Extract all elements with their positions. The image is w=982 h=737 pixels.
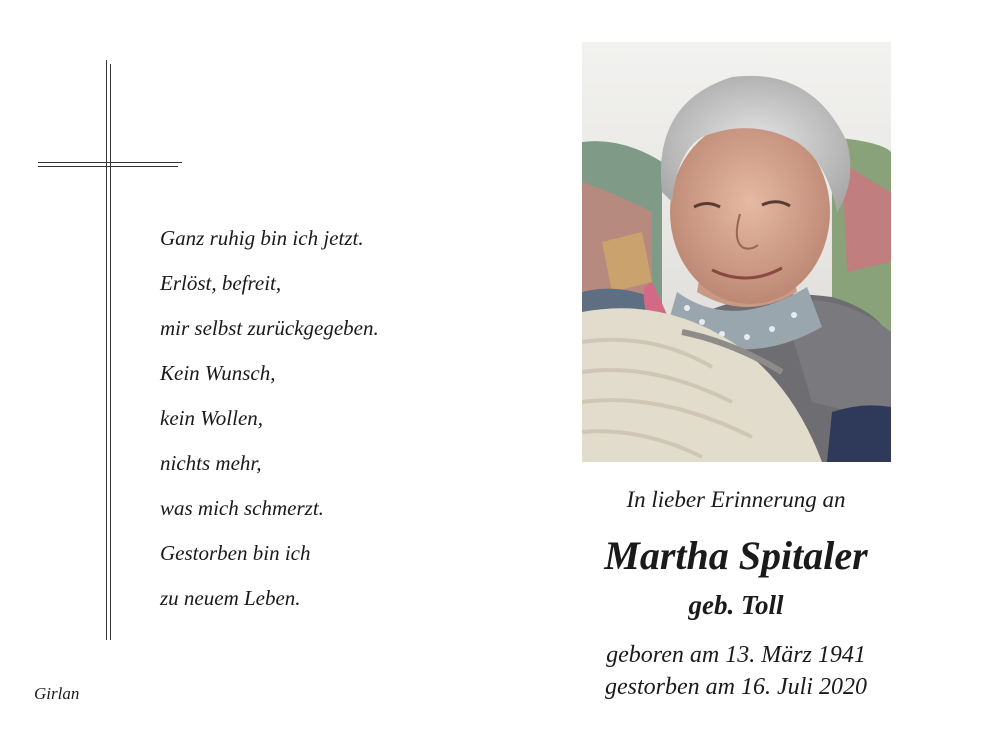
portrait-image: [582, 42, 891, 462]
death-date: gestorben am 16. Juli 2020: [605, 674, 867, 700]
cross-horizontal-line: [38, 162, 182, 163]
poem-line: was mich schmerzt.: [160, 496, 324, 520]
birth-date: geboren am 13. März 1941: [606, 642, 866, 668]
portrait-photo: [582, 42, 891, 462]
cross-horizontal-line-inner: [38, 166, 178, 167]
cross-vertical-line: [106, 60, 107, 640]
deceased-name: Martha Spitaler: [604, 533, 868, 578]
poem-line: mir selbst zurückgegeben.: [160, 316, 379, 340]
poem-line: Erlöst, befreit,: [160, 271, 282, 295]
poem: [160, 216, 379, 621]
cross-vertical-line-inner: [110, 64, 111, 640]
poem-line: Kein Wunsch,: [160, 361, 276, 385]
memorial-intro: In lieber Erinnerung an: [626, 487, 846, 512]
poem-line: nichts mehr,: [160, 451, 262, 475]
poem-line: zu neuem Leben.: [160, 586, 301, 610]
poem-line: Gestorben bin ich: [160, 541, 311, 565]
place-name: Girlan: [34, 684, 80, 703]
poem-line: Ganz ruhig bin ich jetzt.: [160, 226, 364, 250]
maiden-name: geb. Toll: [688, 590, 784, 620]
poem-line: kein Wollen,: [160, 406, 264, 430]
